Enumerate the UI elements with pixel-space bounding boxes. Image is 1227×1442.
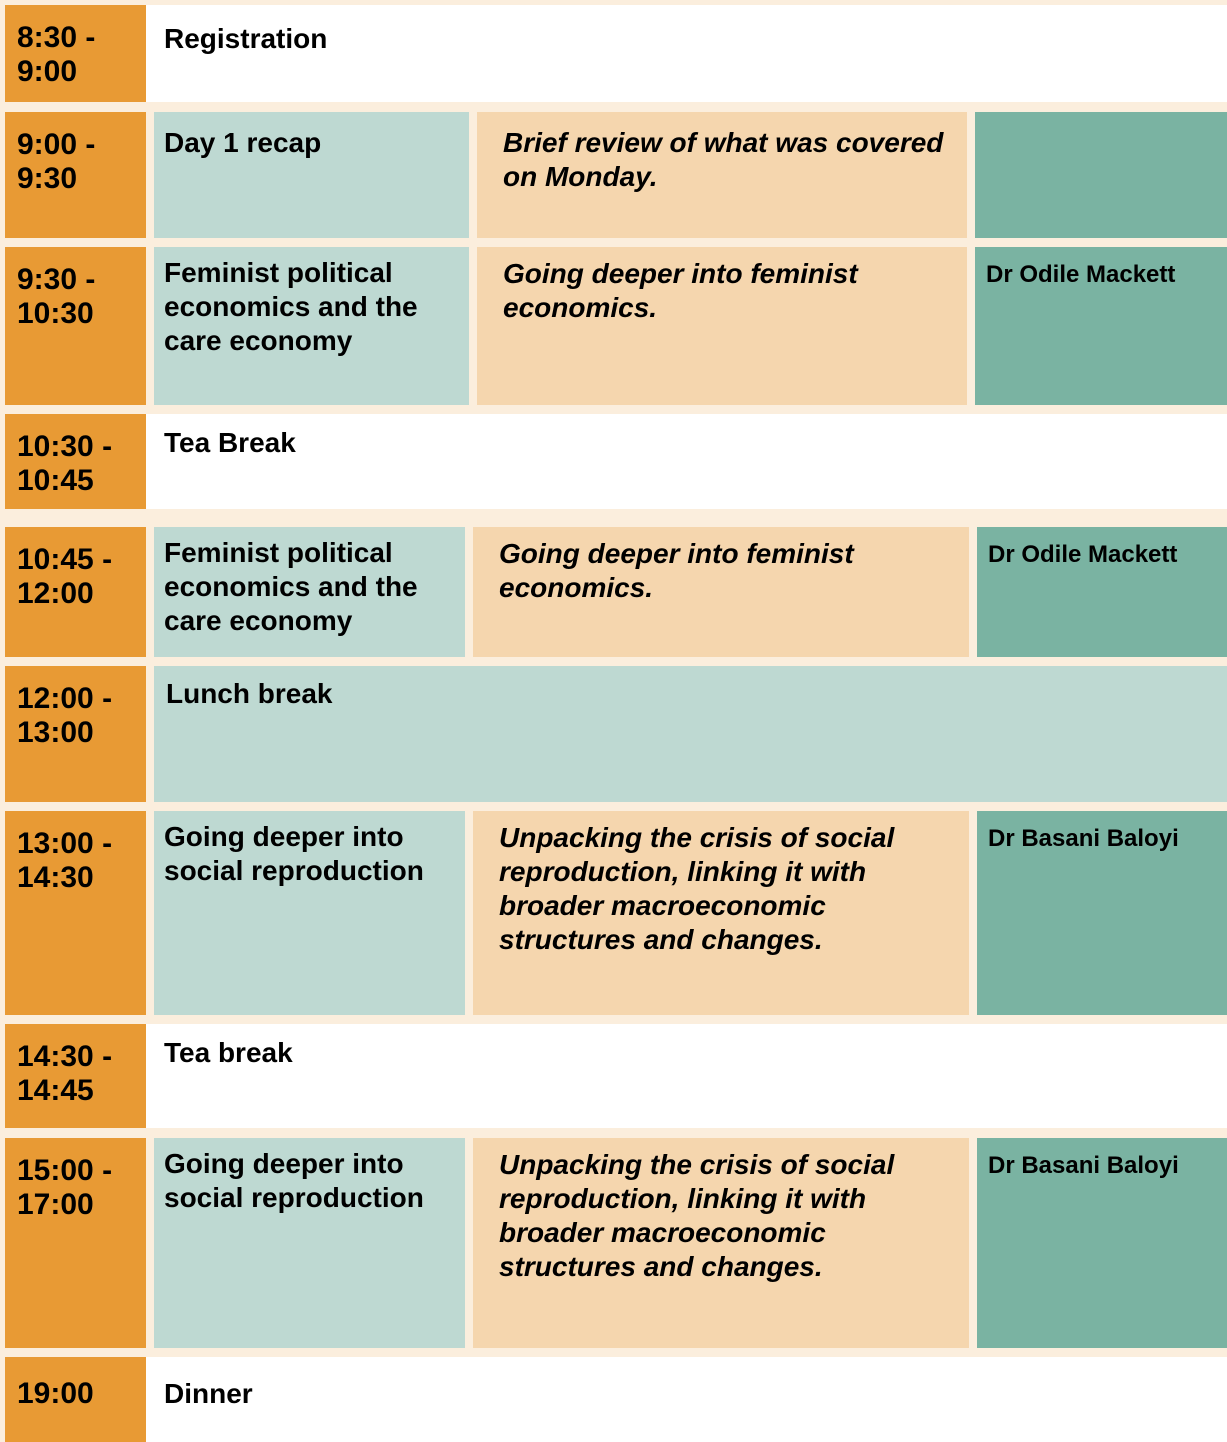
session-title: Going deeper into social reproduction [154, 811, 465, 1015]
time-cell: 15:00 - 17:00 [5, 1138, 146, 1348]
session-description: Going deeper into feminist economics. [477, 247, 967, 405]
schedule-row [0, 666, 1227, 802]
session-title: Feminist political economics and the care economy [154, 527, 465, 657]
time-cell: 19:00 [5, 1357, 146, 1442]
session-title: Tea break [146, 1024, 1227, 1128]
time-cell: 14:30 - 14:45 [5, 1024, 146, 1128]
time-cell: 9:30 - 10:30 [5, 247, 146, 405]
session-description: Brief review of what was covered on Monday. [477, 112, 967, 238]
session-speaker: Dr Odile Mackett [977, 527, 1227, 657]
time-cell: 13:00 - 14:30 [5, 811, 146, 1015]
session-title: Feminist political economics and the care economy [154, 247, 469, 405]
session-title: Day 1 recap [154, 112, 469, 238]
time-cell: 10:30 - 10:45 [5, 414, 146, 509]
session-speaker [975, 112, 1227, 238]
time-cell: 10:45 - 12:00 [5, 527, 146, 657]
session-speaker: Dr Basani Baloyi [977, 1138, 1227, 1348]
schedule-row [0, 5, 1227, 102]
schedule-row [0, 527, 1227, 657]
time-cell: 8:30 - 9:00 [5, 5, 146, 102]
schedule-row [0, 1138, 1227, 1348]
session-title: Lunch break [154, 666, 1227, 802]
session-description: Unpacking the crisis of social reproduction, linking it with broader macroeconomic structures and changes. [473, 1138, 969, 1348]
session-description: Unpacking the crisis of social reproduction, linking it with broader macroeconomic structures and changes. [473, 811, 969, 1015]
session-title: Going deeper into social reproduction [154, 1138, 465, 1348]
session-title: Registration [146, 5, 1227, 102]
schedule-row [0, 1357, 1227, 1442]
schedule-row [0, 247, 1227, 405]
schedule-row [0, 414, 1227, 509]
schedule-row [0, 811, 1227, 1015]
time-cell: 12:00 - 13:00 [5, 666, 146, 802]
session-title: Tea Break [146, 414, 1227, 509]
session-description: Going deeper into feminist economics. [473, 527, 969, 657]
session-speaker: Dr Odile Mackett [975, 247, 1227, 405]
session-speaker: Dr Basani Baloyi [977, 811, 1227, 1015]
schedule-row [0, 112, 1227, 238]
session-title: Dinner [146, 1357, 1227, 1442]
time-cell: 9:00 - 9:30 [5, 112, 146, 238]
schedule-row [0, 1024, 1227, 1128]
